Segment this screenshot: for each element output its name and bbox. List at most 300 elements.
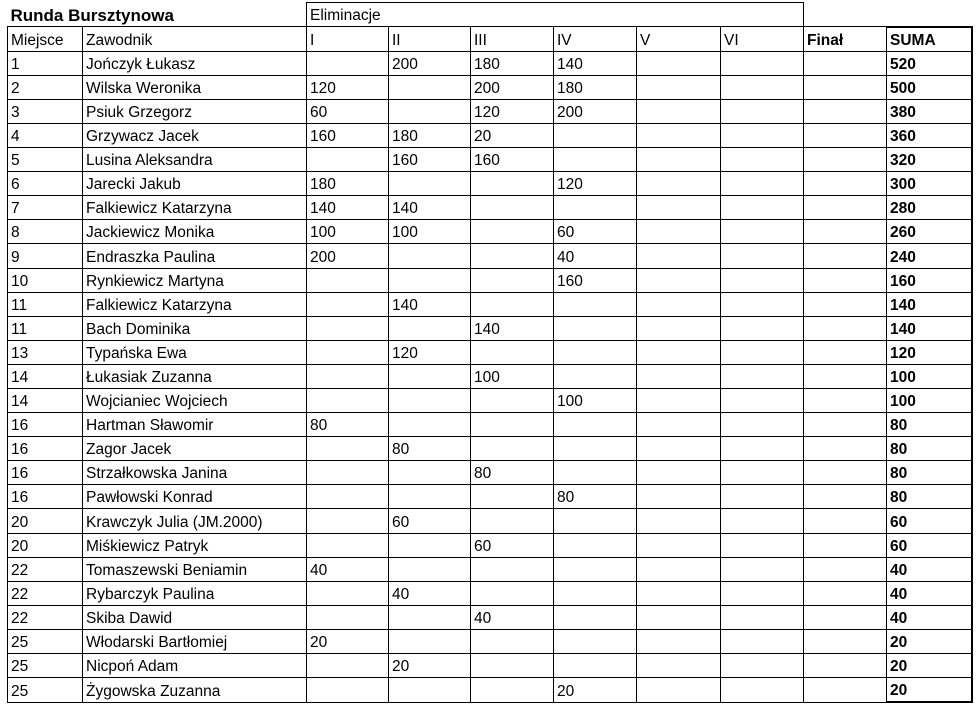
final-cell (804, 461, 887, 485)
table-row (8, 364, 972, 388)
table-row (8, 340, 972, 364)
sum-cell: 40 (887, 557, 972, 581)
final-cell (804, 678, 887, 703)
round-4-cell (554, 509, 637, 533)
round-3-cell: 160 (471, 148, 554, 172)
round-5-cell (637, 196, 721, 220)
place-cell: 25 (8, 654, 83, 678)
round-2-cell: 80 (389, 437, 471, 461)
round-4-cell (554, 605, 637, 629)
sum-cell: 40 (887, 605, 972, 629)
round-2-cell (389, 533, 471, 557)
round-1-cell: 40 (307, 557, 389, 581)
round-3-cell (471, 581, 554, 605)
table-row (8, 172, 972, 196)
round-1-cell (307, 316, 389, 340)
round-4-cell (554, 533, 637, 557)
round-5-cell (637, 509, 721, 533)
place-cell: 16 (8, 413, 83, 437)
place-cell: 8 (8, 220, 83, 244)
round-1-cell (307, 461, 389, 485)
round-6-cell (721, 75, 804, 99)
competitor-cell: Łukasiak Zuzanna (83, 364, 307, 388)
competitor-cell: Falkiewicz Katarzyna (83, 292, 307, 316)
final-cell (804, 196, 887, 220)
header-row (8, 27, 972, 52)
round-4-cell (554, 196, 637, 220)
place-cell: 5 (8, 148, 83, 172)
round-4-cell (554, 629, 637, 653)
place-cell: 16 (8, 461, 83, 485)
round-2-cell: 180 (389, 123, 471, 147)
round-2-cell: 100 (389, 220, 471, 244)
round-3-cell (471, 340, 554, 364)
round-1-cell: 180 (307, 172, 389, 196)
round-2-cell: 60 (389, 509, 471, 533)
round-3-cell: 100 (471, 364, 554, 388)
table-row (8, 557, 972, 581)
table-row (8, 678, 972, 703)
table-row (8, 581, 972, 605)
round-2-cell: 20 (389, 654, 471, 678)
round-3-cell: 120 (471, 99, 554, 123)
final-cell (804, 268, 887, 292)
round-2-cell (389, 364, 471, 388)
final-cell (804, 292, 887, 316)
round-2-cell: 120 (389, 340, 471, 364)
round-6-cell (721, 557, 804, 581)
round-5-cell (637, 605, 721, 629)
round-1-cell: 200 (307, 244, 389, 268)
round-6-cell (721, 533, 804, 557)
table-row (8, 148, 972, 172)
round-4-cell: 120 (554, 172, 637, 196)
round-5-cell (637, 629, 721, 653)
place-cell: 14 (8, 364, 83, 388)
sum-cell: 140 (887, 316, 972, 340)
round-5-cell (637, 581, 721, 605)
round-3-cell: 60 (471, 533, 554, 557)
round-6-cell (721, 485, 804, 509)
round-2-cell (389, 244, 471, 268)
sum-cell: 20 (887, 654, 972, 678)
final-cell (804, 509, 887, 533)
round-4-cell (554, 581, 637, 605)
place-cell: 6 (8, 172, 83, 196)
place-cell: 20 (8, 533, 83, 557)
final-cell (804, 51, 887, 75)
round-4-cell: 160 (554, 268, 637, 292)
table-row (8, 461, 972, 485)
sum-cell: 500 (887, 75, 972, 99)
round-5-cell (637, 292, 721, 316)
round-6-cell (721, 340, 804, 364)
eliminations-label: Eliminacje (307, 3, 389, 27)
place-cell: 25 (8, 629, 83, 653)
round-2-cell (389, 485, 471, 509)
final-cell (804, 244, 887, 268)
round-3-cell (471, 413, 554, 437)
place-cell: 20 (8, 509, 83, 533)
round-6-cell (721, 148, 804, 172)
round-1-cell (307, 51, 389, 75)
competitor-cell: Miśkiewicz Patryk (83, 533, 307, 557)
competitor-cell: Krawczyk Julia (JM.2000) (83, 509, 307, 533)
round-6-cell (721, 678, 804, 703)
competitor-cell: Rybarczyk Paulina (83, 581, 307, 605)
table-row (8, 292, 972, 316)
round-4-cell: 80 (554, 485, 637, 509)
table-row (8, 654, 972, 678)
competitor-cell: Jarecki Jakub (83, 172, 307, 196)
round-2-cell (389, 75, 471, 99)
final-cell (804, 605, 887, 629)
final-cell (804, 316, 887, 340)
round-4-cell (554, 654, 637, 678)
place-cell: 11 (8, 316, 83, 340)
place-cell: 7 (8, 196, 83, 220)
round-5-cell (637, 437, 721, 461)
round-2-cell (389, 268, 471, 292)
table-row (8, 629, 972, 653)
round-1-cell: 20 (307, 629, 389, 653)
round-5-cell (637, 51, 721, 75)
table-row (8, 533, 972, 557)
sum-cell: 100 (887, 389, 972, 413)
sum-cell: 120 (887, 340, 972, 364)
round-2-cell (389, 557, 471, 581)
table-row (8, 268, 972, 292)
round-6-cell (721, 654, 804, 678)
round-6-cell (721, 364, 804, 388)
round-5-cell (637, 220, 721, 244)
round-4-cell: 60 (554, 220, 637, 244)
round-1-cell (307, 340, 389, 364)
table-row (8, 605, 972, 629)
round-1-cell (307, 292, 389, 316)
round-6-cell (721, 244, 804, 268)
final-cell (804, 172, 887, 196)
round-2-cell: 140 (389, 292, 471, 316)
final-cell (804, 148, 887, 172)
sum-cell: 80 (887, 413, 972, 437)
round-3-cell (471, 244, 554, 268)
round-6-cell (721, 581, 804, 605)
round-3-cell (471, 389, 554, 413)
competitor-cell: Pawłowski Konrad (83, 485, 307, 509)
round-1-cell (307, 485, 389, 509)
round-3-cell (471, 654, 554, 678)
sum-cell: 60 (887, 509, 972, 533)
table-row (8, 51, 972, 75)
sum-cell: 380 (887, 99, 972, 123)
round-1-cell: 140 (307, 196, 389, 220)
round-2-cell (389, 99, 471, 123)
round-5-cell (637, 75, 721, 99)
sum-cell: 260 (887, 220, 972, 244)
round-5-cell (637, 268, 721, 292)
competitor-cell: Skiba Dawid (83, 605, 307, 629)
header-round-6: VI (721, 27, 804, 52)
table-row (8, 99, 972, 123)
round-4-cell (554, 340, 637, 364)
round-4-cell (554, 148, 637, 172)
competitor-cell: Typańska Ewa (83, 340, 307, 364)
place-cell: 16 (8, 437, 83, 461)
round-3-cell (471, 268, 554, 292)
competitor-cell: Rynkiewicz Martyna (83, 268, 307, 292)
sum-cell: 300 (887, 172, 972, 196)
sum-cell: 280 (887, 196, 972, 220)
round-6-cell (721, 292, 804, 316)
round-5-cell (637, 485, 721, 509)
sum-cell: 100 (887, 364, 972, 388)
header-place: Miejsce (8, 27, 83, 52)
round-4-cell: 100 (554, 389, 637, 413)
round-2-cell: 140 (389, 196, 471, 220)
place-cell: 11 (8, 292, 83, 316)
round-2-cell: 160 (389, 148, 471, 172)
round-6-cell (721, 509, 804, 533)
sum-cell: 20 (887, 629, 972, 653)
place-cell: 25 (8, 678, 83, 703)
round-6-cell (721, 123, 804, 147)
round-5-cell (637, 364, 721, 388)
competitor-cell: Bach Dominika (83, 316, 307, 340)
round-3-cell (471, 678, 554, 703)
place-cell: 22 (8, 581, 83, 605)
competitor-cell: Wilska Weronika (83, 75, 307, 99)
sheet-title: Runda Bursztynowa (10, 6, 174, 26)
table-row (8, 485, 972, 509)
round-4-cell (554, 557, 637, 581)
round-5-cell (637, 316, 721, 340)
round-2-cell (389, 316, 471, 340)
competitor-cell: Tomaszewski Beniamin (83, 557, 307, 581)
round-5-cell (637, 461, 721, 485)
round-1-cell (307, 268, 389, 292)
round-6-cell (721, 172, 804, 196)
place-cell: 4 (8, 123, 83, 147)
sum-cell: 60 (887, 533, 972, 557)
header-round-3: III (471, 27, 554, 52)
round-1-cell: 160 (307, 123, 389, 147)
header-final: Finał (804, 27, 887, 52)
competitor-cell: Jończyk Łukasz (83, 51, 307, 75)
round-5-cell (637, 557, 721, 581)
round-3-cell: 20 (471, 123, 554, 147)
round-1-cell (307, 389, 389, 413)
round-6-cell (721, 389, 804, 413)
round-1-cell (307, 654, 389, 678)
sum-cell: 140 (887, 292, 972, 316)
round-6-cell (721, 316, 804, 340)
round-5-cell (637, 413, 721, 437)
final-cell (804, 629, 887, 653)
round-6-cell (721, 605, 804, 629)
round-4-cell (554, 364, 637, 388)
title-row (8, 3, 972, 27)
table-row (8, 75, 972, 99)
place-cell: 10 (8, 268, 83, 292)
round-2-cell: 200 (389, 51, 471, 75)
final-cell (804, 220, 887, 244)
round-4-cell: 20 (554, 678, 637, 703)
round-3-cell (471, 292, 554, 316)
table-row (8, 316, 972, 340)
sum-cell: 160 (887, 268, 972, 292)
round-1-cell (307, 581, 389, 605)
table-row (8, 123, 972, 147)
round-2-cell: 40 (389, 581, 471, 605)
final-cell (804, 437, 887, 461)
sum-cell: 20 (887, 678, 972, 703)
round-3-cell (471, 196, 554, 220)
round-3-cell (471, 437, 554, 461)
sum-cell: 80 (887, 437, 972, 461)
final-cell (804, 413, 887, 437)
round-2-cell (389, 172, 471, 196)
round-1-cell (307, 364, 389, 388)
sum-cell: 320 (887, 148, 972, 172)
round-5-cell (637, 654, 721, 678)
place-cell: 16 (8, 485, 83, 509)
round-2-cell (389, 629, 471, 653)
round-1-cell (307, 437, 389, 461)
results-table (7, 2, 973, 703)
results-sheet (7, 2, 973, 703)
round-2-cell (389, 461, 471, 485)
competitor-cell: Nicpoń Adam (83, 654, 307, 678)
round-4-cell (554, 413, 637, 437)
header-competitor: Zawodnik (83, 27, 307, 52)
competitor-cell: Strzałkowska Janina (83, 461, 307, 485)
competitor-cell: Lusina Aleksandra (83, 148, 307, 172)
sum-cell: 240 (887, 244, 972, 268)
round-3-cell (471, 509, 554, 533)
table-row (8, 244, 972, 268)
header-round-4: IV (554, 27, 637, 52)
round-5-cell (637, 99, 721, 123)
round-1-cell (307, 148, 389, 172)
round-3-cell (471, 629, 554, 653)
competitor-cell: Grzywacz Jacek (83, 123, 307, 147)
round-6-cell (721, 196, 804, 220)
round-6-cell (721, 220, 804, 244)
place-cell: 22 (8, 557, 83, 581)
place-cell: 9 (8, 244, 83, 268)
final-cell (804, 389, 887, 413)
round-4-cell (554, 292, 637, 316)
round-5-cell (637, 148, 721, 172)
table-row (8, 389, 972, 413)
round-2-cell (389, 389, 471, 413)
round-1-cell: 60 (307, 99, 389, 123)
round-5-cell (637, 533, 721, 557)
round-4-cell: 140 (554, 51, 637, 75)
competitor-cell: Endraszka Paulina (83, 244, 307, 268)
round-3-cell: 80 (471, 461, 554, 485)
round-1-cell (307, 678, 389, 703)
sum-cell: 520 (887, 51, 972, 75)
competitor-cell: Hartman Sławomir (83, 413, 307, 437)
round-3-cell: 180 (471, 51, 554, 75)
round-1-cell (307, 533, 389, 557)
final-cell (804, 485, 887, 509)
table-row (8, 509, 972, 533)
final-cell (804, 557, 887, 581)
place-cell: 3 (8, 99, 83, 123)
round-3-cell: 40 (471, 605, 554, 629)
table-row (8, 413, 972, 437)
table-row (8, 196, 972, 220)
round-1-cell: 120 (307, 75, 389, 99)
round-4-cell (554, 123, 637, 147)
final-cell (804, 581, 887, 605)
round-1-cell: 80 (307, 413, 389, 437)
final-cell (804, 340, 887, 364)
place-cell: 22 (8, 605, 83, 629)
final-cell (804, 99, 887, 123)
competitor-cell: Zagor Jacek (83, 437, 307, 461)
round-1-cell: 100 (307, 220, 389, 244)
competitor-cell: Żygowska Zuzanna (83, 678, 307, 703)
round-3-cell (471, 485, 554, 509)
round-4-cell: 200 (554, 99, 637, 123)
competitor-cell: Wojcianiec Wojciech (83, 389, 307, 413)
sum-cell: 360 (887, 123, 972, 147)
round-5-cell (637, 340, 721, 364)
table-row (8, 437, 972, 461)
sum-cell: 80 (887, 485, 972, 509)
round-6-cell (721, 413, 804, 437)
round-4-cell (554, 437, 637, 461)
round-1-cell (307, 509, 389, 533)
final-cell (804, 75, 887, 99)
round-5-cell (637, 123, 721, 147)
round-2-cell (389, 605, 471, 629)
competitor-cell: Psiuk Grzegorz (83, 99, 307, 123)
place-cell: 13 (8, 340, 83, 364)
table-row (8, 220, 972, 244)
round-5-cell (637, 678, 721, 703)
round-6-cell (721, 461, 804, 485)
sum-cell: 80 (887, 461, 972, 485)
header-round-5: V (637, 27, 721, 52)
round-6-cell (721, 99, 804, 123)
header-sum: SUMA (887, 27, 972, 52)
final-cell (804, 533, 887, 557)
competitor-cell: Jackiewicz Monika (83, 220, 307, 244)
place-cell: 14 (8, 389, 83, 413)
round-6-cell (721, 268, 804, 292)
header-round-1: I (307, 27, 389, 52)
round-5-cell (637, 389, 721, 413)
place-cell: 2 (8, 75, 83, 99)
round-2-cell (389, 413, 471, 437)
header-round-2: II (389, 27, 471, 52)
sum-cell: 40 (887, 581, 972, 605)
competitor-cell: Falkiewicz Katarzyna (83, 196, 307, 220)
round-4-cell: 180 (554, 75, 637, 99)
round-3-cell: 140 (471, 316, 554, 340)
round-3-cell: 200 (471, 75, 554, 99)
round-4-cell: 40 (554, 244, 637, 268)
round-6-cell (721, 51, 804, 75)
round-3-cell (471, 172, 554, 196)
round-5-cell (637, 244, 721, 268)
round-5-cell (637, 172, 721, 196)
